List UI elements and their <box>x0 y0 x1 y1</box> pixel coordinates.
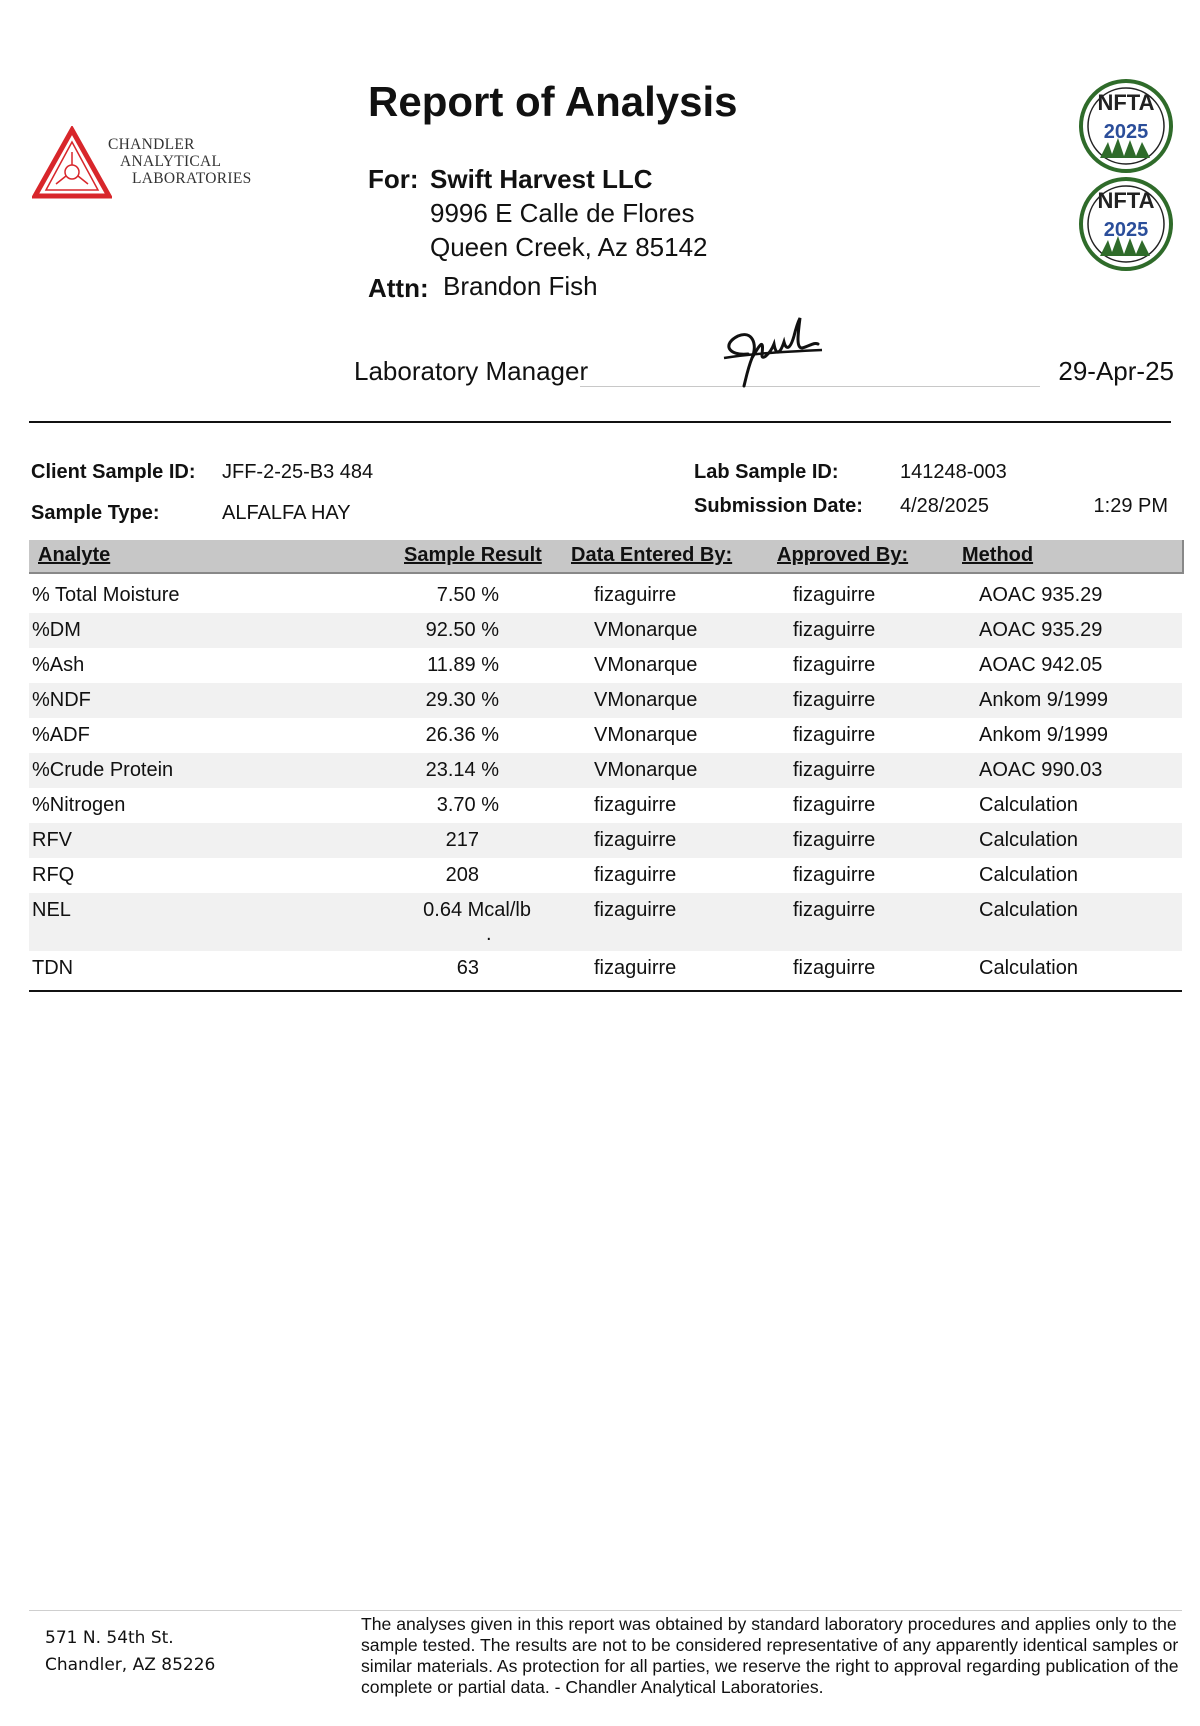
table-header <box>29 540 1184 574</box>
entered-by-cell: VMonarque <box>594 654 698 676</box>
col-approved-by: Approved By: <box>777 544 909 566</box>
approved-by-cell: fizaguirre <box>793 689 876 711</box>
table-row <box>29 578 1182 613</box>
method-cell: Calculation <box>979 899 1078 921</box>
analyte-cell: % Total Moisture <box>32 584 180 606</box>
seal-title: NFTA <box>1097 90 1155 115</box>
method-cell: Calculation <box>979 864 1078 886</box>
approved-by-cell: fizaguirre <box>793 619 876 641</box>
entered-by-cell: VMonarque <box>594 619 698 641</box>
lab-logo <box>32 126 262 202</box>
entered-by-cell: VMonarque <box>594 759 698 781</box>
table-row <box>29 613 1182 648</box>
entered-by-cell: fizaguirre <box>594 957 677 979</box>
client-name: Swift Harvest LLC <box>430 164 653 194</box>
results-table <box>29 578 1182 986</box>
header-divider <box>29 421 1171 423</box>
lab-manager-label: Laboratory Manager <box>354 356 589 386</box>
approved-by-cell: fizaguirre <box>793 724 876 746</box>
approved-by-cell: fizaguirre <box>793 654 876 676</box>
result-cell: 26.36 % <box>425 724 499 746</box>
client-sample-id-label: Client Sample ID: <box>31 461 196 483</box>
table-row <box>29 893 1182 951</box>
table-row <box>29 823 1182 858</box>
client-address-line1: 9996 E Calle de Flores <box>430 198 695 228</box>
seal-year: 2025 <box>1103 121 1149 143</box>
lab-sample-id-label: Lab Sample ID: <box>694 461 839 483</box>
approved-by-cell: fizaguirre <box>793 957 876 979</box>
col-analyte: Analyte <box>38 544 111 566</box>
result-cell-extra: . <box>486 923 492 945</box>
method-cell: Calculation <box>979 957 1078 979</box>
approved-by-cell: fizaguirre <box>793 899 876 921</box>
analyte-cell: %ADF <box>32 724 90 746</box>
method-cell: AOAC 990.03 <box>979 759 1103 781</box>
table-row <box>29 753 1182 788</box>
method-cell: Ankom 9/1999 <box>979 724 1108 746</box>
footer-city: Chandler, AZ 85226 <box>45 1655 216 1675</box>
table-row <box>29 648 1182 683</box>
triangle-logo-icon <box>32 126 112 202</box>
footer-divider <box>29 1610 1182 1611</box>
table-bottom-rule <box>29 990 1182 992</box>
table-row <box>29 951 1182 986</box>
col-method: Method <box>962 544 1034 566</box>
analyte-cell: RFQ <box>32 864 75 886</box>
approved-by-cell: fizaguirre <box>793 759 876 781</box>
footer-street: 571 N. 54th St. <box>45 1628 174 1648</box>
submission-date-label: Submission Date: <box>694 495 863 517</box>
analyte-cell: NEL <box>32 899 71 921</box>
sample-type: ALFALFA HAY <box>222 502 351 524</box>
page-title: Report of Analysis <box>368 78 738 125</box>
result-cell: 29.30 % <box>425 689 499 711</box>
result-cell: 217 <box>445 829 479 851</box>
seal-year: 2025 <box>1103 219 1149 241</box>
for-label: For: <box>368 164 419 194</box>
entered-by-cell: fizaguirre <box>594 794 677 816</box>
analyte-cell: RFV <box>32 829 72 851</box>
col-sample-result: Sample Result <box>404 544 542 566</box>
attn-label: Attn: <box>368 273 429 303</box>
result-cell: 23.14 % <box>425 759 499 781</box>
result-cell: 63 <box>456 957 479 979</box>
method-cell: Calculation <box>979 794 1078 816</box>
table-row <box>29 718 1182 753</box>
method-cell: Calculation <box>979 829 1078 851</box>
table-row <box>29 683 1182 718</box>
lab-name-line-3: LABORATORIES <box>132 170 252 187</box>
lab-name-line-1: CHANDLER <box>108 136 195 153</box>
attn-name: Brandon Fish <box>443 271 598 301</box>
footer-disclaimer: The analyses given in this report was obtained by standard laboratory procedures and applies only to the sample tested. The results are not to be considered representative of any apparently identical samples or similar materials. As protection for all parties, we reserve the right to approval regarding publication of the complete or partial data. - Chandler Analytical Laboratories. <box>361 1614 1179 1697</box>
result-cell: 92.50 % <box>425 619 499 641</box>
client-sample-id: JFF-2-25-B3 484 <box>222 461 374 483</box>
analyte-cell: %Crude Protein <box>32 759 174 781</box>
analyte-cell: %NDF <box>32 689 91 711</box>
report-date: 29-Apr-25 <box>1058 356 1174 386</box>
lab-name-line-2: ANALYTICAL <box>120 153 222 170</box>
entered-by-cell: VMonarque <box>594 689 698 711</box>
method-cell: AOAC 942.05 <box>979 654 1103 676</box>
analyte-cell: %Nitrogen <box>32 794 126 816</box>
submission-time: 1:29 PM <box>1093 495 1168 517</box>
approved-by-cell: fizaguirre <box>793 829 876 851</box>
nfta-seal-icon <box>1078 78 1174 174</box>
nfta-seal-icon <box>1078 176 1174 272</box>
col-data-entered-by: Data Entered By: <box>571 544 733 566</box>
lab-sample-id: 141248-003 <box>900 461 1007 483</box>
approved-by-cell: fizaguirre <box>793 794 876 816</box>
result-cell: 208 <box>445 864 479 886</box>
result-cell: 11.89 % <box>427 654 499 676</box>
sample-type-label: Sample Type: <box>31 502 160 524</box>
client-address-line2: Queen Creek, Az 85142 <box>430 232 708 262</box>
entered-by-cell: fizaguirre <box>594 899 677 921</box>
method-cell: Ankom 9/1999 <box>979 689 1108 711</box>
result-cell: 7.50 % <box>436 584 499 606</box>
signature-icon <box>718 314 828 390</box>
analyte-cell: TDN <box>32 957 74 979</box>
method-cell: AOAC 935.29 <box>979 619 1103 641</box>
approved-by-cell: fizaguirre <box>793 864 876 886</box>
submission-date: 4/28/2025 <box>900 495 989 517</box>
result-cell: 3.70 % <box>436 794 499 816</box>
result-cell: 0.64 Mcal/lb <box>423 899 531 921</box>
table-row <box>29 858 1182 893</box>
seal-title: NFTA <box>1097 188 1155 213</box>
table-row <box>29 788 1182 823</box>
analyte-cell: %DM <box>32 619 81 641</box>
entered-by-cell: fizaguirre <box>594 864 677 886</box>
analyte-cell: %Ash <box>32 654 85 676</box>
entered-by-cell: VMonarque <box>594 724 698 746</box>
approved-by-cell: fizaguirre <box>793 584 876 606</box>
method-cell: AOAC 935.29 <box>979 584 1103 606</box>
lab-name <box>108 136 252 187</box>
entered-by-cell: fizaguirre <box>594 829 677 851</box>
entered-by-cell: fizaguirre <box>594 584 677 606</box>
